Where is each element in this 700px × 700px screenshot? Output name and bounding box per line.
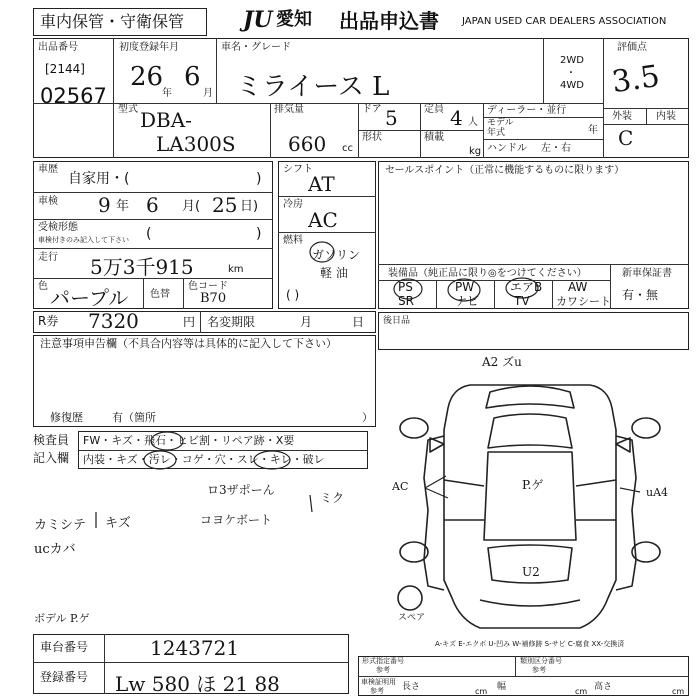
equip-pw: PW [455, 280, 475, 294]
title-change-label: 名変期限 [207, 315, 256, 329]
dealer-label: ディーラー・並行 [487, 105, 567, 116]
drive-2wd: 2WD [560, 55, 584, 66]
reg-month: 6 [184, 62, 201, 92]
fuel-gas: ガソリン [312, 248, 361, 262]
drive-4wd: 4WD [560, 80, 584, 91]
interior-label: 内装 [656, 111, 676, 122]
color-swap-label: 色替 [150, 289, 170, 300]
logo-mark: JU [243, 7, 273, 33]
note-wheel-cover: ucカバ [34, 542, 76, 557]
receipt-note: 車検付きのみ記入して下さい [38, 236, 129, 244]
equip-navi: ナビ [455, 294, 480, 308]
model-value: ミライース L [236, 72, 390, 102]
grade-value: 3.5 [609, 58, 662, 101]
inspector-label: 検査員 [33, 433, 70, 447]
mileage-unit: km [228, 264, 244, 275]
shaken-year-unit: 年 [116, 199, 130, 214]
equip-label: 装備品（純正品に限り◎をつけてください） [388, 268, 587, 279]
cap-label: 定員 [424, 104, 444, 115]
type-value-2: LA300S [156, 132, 236, 156]
modelyear-unit: 年 [588, 125, 598, 136]
after-label: 後日品 [383, 316, 411, 326]
reg-number-label: 登録番号 [40, 670, 89, 684]
height-unit: cm [672, 687, 685, 696]
handle-label: ハンドル [487, 143, 527, 154]
divider [515, 656, 516, 676]
storage-title: 車内保管・守衛保管 [40, 12, 185, 31]
note-top: A2 ズu [482, 355, 522, 369]
disp-unit: cc [342, 143, 353, 154]
note-scratch-mark: ミク [320, 491, 345, 505]
association-name: JAPAN USED CAR DEALERS ASSOCIATION [462, 16, 667, 27]
note-cushion: カミシテ [34, 518, 87, 533]
color-value: パープル [50, 286, 129, 310]
warranty-label: 新車保証書 [622, 268, 672, 279]
receipt-label: 受検形態 [38, 222, 78, 233]
chassis-label: 車台番号 [40, 640, 89, 654]
recycle-label: R券 [38, 314, 59, 328]
length-unit: cm [475, 687, 488, 696]
fuel-label: 燃料 [283, 235, 303, 246]
shift-label: シフト [283, 164, 313, 175]
grade-label: 評価点 [617, 42, 647, 53]
sales-point-label: セールスポイント（正常に機能するものに限ります） [385, 165, 625, 176]
color-label: 色 [38, 281, 48, 292]
equip-seat: カワシート [556, 295, 611, 308]
recycle-unit: 円 [183, 315, 196, 329]
class-number-label: 類別区分番号 [520, 657, 562, 665]
color-code-label: 色コード [188, 281, 228, 292]
door-value: 5 [385, 106, 398, 130]
equip-airbag: エアB [510, 280, 543, 294]
title-change-day: 日 [352, 315, 365, 329]
mileage-value: 5万3千915 [90, 255, 194, 279]
spare-label: スペア [398, 613, 426, 623]
model-label: 車名・グレード [221, 42, 291, 53]
equip-aw: AW [568, 280, 588, 294]
damage-legend: A-キズ E-エクボ U-凹み W-補修跡 S-サビ C-腐食 XX-交換済 [435, 640, 625, 648]
reg-label: 初度登録年月 [119, 42, 179, 53]
repair-value: 有（箇所 [112, 411, 156, 424]
note-floor-support: コヨケボート [200, 513, 273, 527]
ac-label: 冷房 [283, 199, 303, 210]
divider [33, 662, 349, 663]
form-title: 出品申込書 [339, 9, 439, 33]
history-label: 車歴 [38, 164, 58, 175]
history-value: 自家用・( [68, 171, 130, 187]
fuel-paren: ( ) [286, 288, 300, 302]
entry-label: 記入欄 [33, 451, 70, 465]
shaken-year: 9 [98, 193, 111, 217]
check-row-1: FW・キズ・飛石・ヒビ割・リペア跡・X要 [83, 434, 295, 447]
reg-year: 26 [130, 62, 164, 92]
title-change-month: 月 [300, 315, 313, 329]
disp-label: 排気量 [274, 104, 304, 115]
caution-label: 注意事項申告欄（不具合内容等は具体的に記入して下さい） [40, 337, 337, 350]
width-unit: cm [575, 687, 588, 696]
exterior-value: C [618, 126, 634, 150]
equip-ps: PS [398, 280, 413, 294]
cap-value: 4 [450, 106, 463, 130]
type-label: 型式 [118, 104, 138, 115]
divider [104, 634, 105, 694]
warranty-opts: 有・無 [622, 288, 659, 302]
shaken-label: 車検 [38, 196, 58, 207]
reg-month-unit: 月 [203, 88, 213, 99]
drive-dot: ・ [566, 68, 576, 79]
repair-label: 修復歴 [50, 411, 83, 424]
load-label: 積載 [424, 132, 444, 143]
note-bottom-left: ボデル P.ゲ [34, 612, 90, 625]
cert-sub-label: 参考 [370, 687, 384, 695]
note-cushion-detail: キズ [105, 516, 131, 531]
check-row-2: 内装・キズ・汚レ・コゲ・穴・スレ・キレ・破レ [83, 453, 325, 466]
repair-close: ） [362, 411, 373, 424]
equip-sr: SR [398, 294, 414, 308]
shaken-day-unit: 日) [240, 199, 259, 214]
history-close: ) [256, 171, 262, 187]
note-left: AC [392, 480, 409, 493]
spec-ref-label: 参考 [376, 666, 390, 674]
door-label: ドア [362, 104, 382, 115]
equip-tv: TV [514, 294, 530, 308]
spec-number-label: 形式指定番号 [362, 657, 404, 665]
mileage-label: 走行 [38, 252, 58, 263]
receipt-close: ) [256, 226, 262, 242]
divider [358, 676, 689, 677]
note-center: P.ゲ [522, 478, 544, 492]
shift-value: AT [308, 172, 335, 196]
receipt-open: ( [146, 226, 152, 242]
shape-label: 形状 [362, 132, 382, 143]
class-ref-label: 参考 [532, 666, 546, 674]
width-label: 幅 [497, 682, 507, 692]
note-bottom: U2 [522, 565, 540, 579]
reg-number-value: Lw 580 ほ 21 88 [115, 672, 280, 696]
length-label: 長さ [402, 682, 421, 692]
note-rear-wiper: ロ3ザポーん [207, 483, 275, 497]
handle-opts: 左・右 [541, 143, 571, 154]
reg-year-unit: 年 [162, 88, 172, 99]
exterior-label: 外装 [612, 111, 632, 122]
lot-small: [2144] [45, 62, 85, 76]
cap-unit: 人 [468, 117, 478, 128]
lot-number: 02567 [40, 84, 107, 108]
color-code-value: B70 [200, 291, 227, 306]
shaken-month: 6 [146, 193, 159, 217]
logo-region: 愛知 [276, 9, 312, 30]
lot-label: 出品番号 [38, 42, 78, 53]
recycle-value: 7320 [88, 309, 139, 333]
chassis-value: 1243721 [150, 636, 240, 660]
ac-value: AC [308, 208, 338, 232]
disp-value: 660 [288, 132, 327, 156]
cert-label: 車検証明用 [361, 678, 396, 686]
type-value-1: DBA- [140, 108, 192, 132]
note-right: uA4 [646, 486, 669, 499]
fuel-diesel: 軽 油 [320, 266, 348, 280]
modelyear-label: モデル 年式 [487, 118, 514, 138]
shaken-day: 25 [212, 193, 238, 217]
load-unit: kg [469, 146, 482, 157]
shaken-month-unit: 月( [182, 199, 201, 214]
height-label: 高さ [594, 682, 613, 692]
